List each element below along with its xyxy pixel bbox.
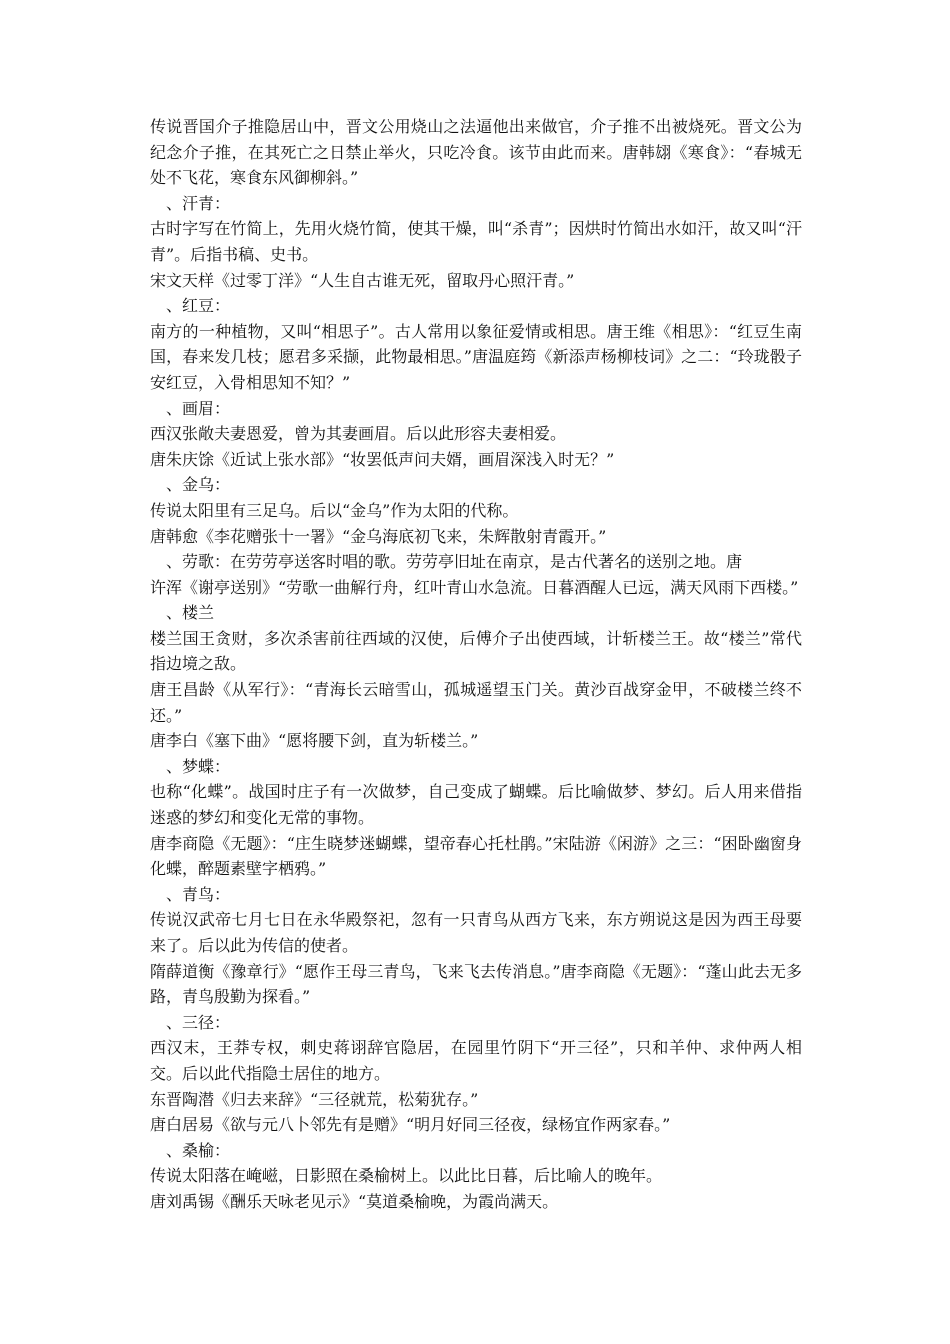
entry-heading: 、桑榆： <box>166 1140 231 1160</box>
entry-heading: 、红豆： <box>166 296 231 316</box>
body-paragraph: 唐李商隐《无题》：“庄生晓梦迷蝴蝶，望帝春心托杜鹃。”宋陆游《闲游》之三：“困卧幽窗身化蝶，醉题素壁字栖鸦。” <box>150 833 802 879</box>
body-paragraph: 宋文天样《过零丁洋》“人生自古谁无死，留取丹心照汗青。” <box>150 270 575 290</box>
body-paragraph: 唐朱庆馀《近试上张水部》“妆罢低声问夫婿，画眉深浅入时无？” <box>150 449 615 469</box>
entry-heading: 、楼兰 <box>166 603 215 623</box>
body-paragraph: 隋薛道衡《豫章行》“愿作王母三青鸟，飞来飞去传消息。”唐李商隐《无题》：“蓬山此去无多路，青鸟殷勤为探看。” <box>150 961 802 1007</box>
body-paragraph: 传说晋国介子推隐居山中，晋文公用烧山之法逼他出来做官，介子推不出被烧死。晋文公为纪念介子推，在其死亡之日禁止举火，只吃冷食。该节由此而来。唐韩翃《寒食》：“春城无处不飞花，寒食东风御柳斜。” <box>150 117 802 188</box>
body-paragraph: 南方的一种植物，又叫“相思子”。古人常用以象征爱情或相思。唐王维《相思》：“红豆生南国，春来发几枝；愿君多采撷，此物最相思。”唐温庭筠《新添声杨柳枝词》之二：“玲珑骰子安红豆，入骨相思知不知？” <box>150 321 802 392</box>
body-paragraph: 许浑《谢亭送别》“劳歌一曲解行舟，红叶青山水急流。日暮酒醒人已远，满天风雨下西楼。” <box>150 577 799 597</box>
body-paragraph: 唐韩愈《李花赠张十一署》“金乌海底初飞来，朱辉散射青霞开。” <box>150 526 607 546</box>
body-paragraph: 唐白居易《欲与元八卜邻先有是赠》“明月好同三径夜，绿杨宜作两家春。” <box>150 1115 671 1135</box>
entry-heading: 、画眉： <box>166 398 231 418</box>
body-paragraph: 传说太阳里有三足乌。后以“金乌”作为太阳的代称。 <box>150 500 519 520</box>
body-paragraph: 西汉张敞夫妻恩爱，曾为其妻画眉。后以此形容夫妻相爱。 <box>150 424 567 444</box>
body-paragraph: 西汉末，王莽专权，刺史蒋诩辞官隐居，在园里竹阴下“开三径”，只和羊仲、求仲两人相交。后以此代指隐士居住的地方。 <box>150 1038 802 1083</box>
body-paragraph: 唐刘禹锡《酬乐天咏老见示》“莫道桑榆晚，为霞尚满天。 <box>150 1191 559 1211</box>
entry-heading: 、汗青： <box>166 193 231 213</box>
entry-heading: 、劳歌：在劳劳亭送客时唱的歌。劳劳亭旧址在南京，是古代著名的送别之地。唐 <box>166 552 743 572</box>
body-paragraph: 古时字写在竹简上，先用火烧竹简，使其干燥，叫“杀青”；因烘时竹简出水如汗，故又叫“汗青”。后指书稿、史书。 <box>150 219 802 264</box>
entry-heading: 、青鸟： <box>166 884 231 904</box>
body-paragraph: 楼兰国王贪财，多次杀害前往西域的汉使，后傅介子出使西域，计斩楼兰王。故“楼兰”常代指边境之敌。 <box>150 628 802 674</box>
entry-heading: 、金乌： <box>166 475 231 495</box>
body-paragraph: 也称“化蝶”。战国时庄子有一次做梦，自己变成了蝴蝶。后比喻做梦、梦幻。后人用来借指迷惑的梦幻和变化无常的事物。 <box>150 782 802 828</box>
body-paragraph: 传说太阳落在崦嵫，日影照在桑榆树上。以此比日暮，后比喻人的晚年。 <box>150 1166 663 1186</box>
body-paragraph: 东晋陶潜《归去来辞》“三径就荒，松菊犹存。” <box>150 1089 479 1109</box>
body-paragraph: 传说汉武帝七月七日在永华殿祭祀，忽有一只青鸟从西方飞来，东方朔说这是因为西王母要来了。后以此为传信的使者。 <box>150 910 802 955</box>
body-paragraph: 唐李白《塞下曲》“愿将腰下剑，直为斩楼兰。” <box>150 731 479 751</box>
entry-heading: 、三径： <box>166 1012 231 1032</box>
entry-heading: 、梦蝶： <box>166 756 231 776</box>
document-page <box>150 114 802 1215</box>
body-paragraph: 唐王昌龄《从军行》：“青海长云暗雪山，孤城遥望玉门关。黄沙百战穿金甲，不破楼兰终不还。” <box>150 680 802 725</box>
